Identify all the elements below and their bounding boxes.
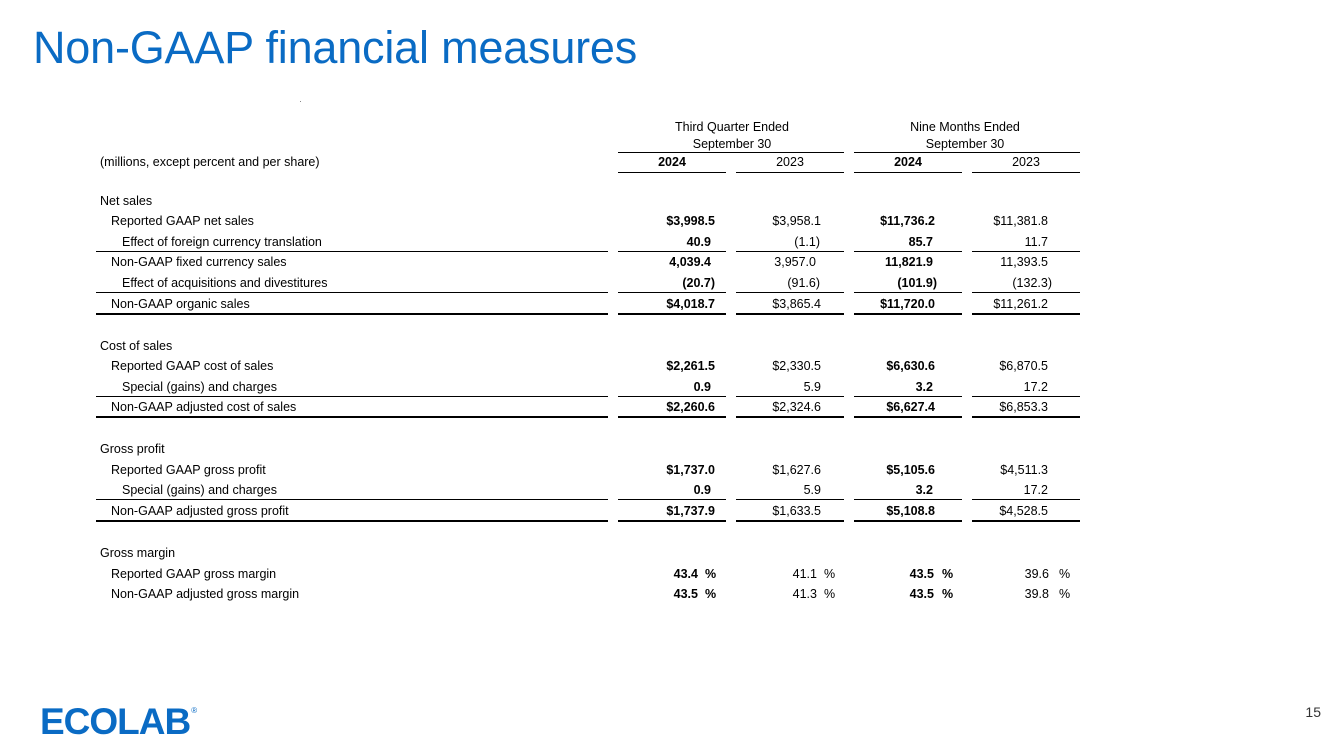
row-label: Non-GAAP adjusted cost of sales (111, 400, 297, 414)
percent-sign: % (824, 567, 836, 581)
cell-value: (1.1) (794, 235, 820, 249)
total-rule (972, 313, 1080, 315)
total-rule (854, 416, 962, 418)
total-rule (96, 313, 608, 315)
total-rule (854, 313, 962, 315)
percent-sign: % (942, 587, 954, 601)
cell-value: $3,958.1 (772, 214, 821, 228)
cell-value: 43.5 (909, 567, 934, 581)
row-rule (736, 499, 844, 500)
cell-value: $11,720.0 (880, 297, 935, 311)
header-group-rule-nine-months (854, 152, 1080, 153)
cell-value: $4,018.7 (666, 297, 715, 311)
total-rule (736, 520, 844, 522)
percent-sign: % (824, 587, 836, 601)
total-rule (618, 520, 726, 522)
cell-value: 40.9 (686, 235, 711, 249)
cell-value: (91.6) (787, 276, 820, 290)
cell-value: $11,736.2 (880, 214, 935, 228)
row-rule (96, 292, 608, 293)
col-header-rule (854, 172, 962, 173)
header-group-nine-months-line2: September 30 (925, 137, 1005, 151)
total-rule (972, 416, 1080, 418)
cell-value: 0.9 (693, 380, 711, 394)
total-rule (854, 520, 962, 522)
section-heading-gross-margin: Gross margin (100, 546, 176, 560)
cell-value: $6,630.6 (886, 359, 935, 373)
cell-value: $2,324.6 (772, 400, 821, 414)
row-rule (854, 499, 962, 500)
cell-value: 11,393.5 (1000, 255, 1048, 269)
row-rule (854, 396, 962, 397)
cell-value: 11,821.9 (885, 255, 933, 269)
cell-value: 3,957.0 (774, 255, 816, 269)
cell-value: 43.5 (673, 587, 698, 601)
cell-value: 85.7 (908, 235, 933, 249)
cell-value: $1,627.6 (772, 463, 821, 477)
units-label: (millions, except percent and per share) (100, 155, 320, 169)
col-header-rule (618, 172, 726, 173)
row-rule (96, 396, 608, 397)
col-header-rule (972, 172, 1080, 173)
total-rule (972, 520, 1080, 522)
section-heading-net-sales: Net sales (100, 194, 153, 208)
row-rule (96, 251, 608, 252)
col-header-9m-2023: 2023 (1012, 155, 1040, 169)
header-group-rule-quarter (618, 152, 844, 153)
row-label: Special (gains) and charges (122, 483, 277, 497)
cell-value: 17.2 (1023, 483, 1048, 497)
row-label: Non-GAAP adjusted gross margin (111, 587, 300, 601)
cell-value: $6,870.5 (999, 359, 1048, 373)
header-group-nine-months-line1: Nine Months Ended (910, 120, 1020, 134)
registered-mark: ® (191, 706, 198, 715)
row-rule (972, 499, 1080, 500)
row-rule (736, 251, 844, 252)
col-header-q-2024: 2024 (658, 155, 686, 169)
cell-value: 39.6 (1024, 567, 1049, 581)
cell-value: (132.3) (1012, 276, 1052, 290)
cell-value: $3,865.4 (772, 297, 821, 311)
row-label: Reported GAAP gross margin (111, 567, 277, 581)
cell-value: $1,737.9 (666, 504, 715, 518)
row-label: Non-GAAP adjusted gross profit (111, 504, 289, 518)
cell-value: 41.3 (792, 587, 817, 601)
row-label: Non-GAAP fixed currency sales (111, 255, 287, 269)
cell-value: 3.2 (915, 483, 933, 497)
logo-text: ECOLAB (40, 701, 191, 742)
total-rule (618, 416, 726, 418)
total-rule (618, 313, 726, 315)
section-heading-cost-of-sales: Cost of sales (100, 339, 173, 353)
cell-value: (20.7) (682, 276, 715, 290)
cell-value: (101.9) (897, 276, 937, 290)
cell-value: 43.4 (673, 567, 698, 581)
row-rule (618, 251, 726, 252)
cell-value: $6,853.3 (999, 400, 1048, 414)
cell-value: $4,511.3 (1000, 463, 1048, 477)
header-group-quarter-line1: Third Quarter Ended (675, 120, 789, 134)
row-rule (736, 292, 844, 293)
row-rule (854, 292, 962, 293)
percent-sign: % (705, 567, 717, 581)
cell-value: 4,039.4 (669, 255, 711, 269)
total-rule (736, 313, 844, 315)
page-number: 15 (1305, 704, 1321, 720)
percent-sign: % (705, 587, 717, 601)
total-rule (96, 416, 608, 418)
header-group-quarter-line2: September 30 (692, 137, 772, 151)
ecolab-logo (40, 702, 197, 742)
percent-sign: % (1059, 587, 1071, 601)
row-rule (618, 396, 726, 397)
row-label: Reported GAAP net sales (111, 214, 254, 228)
total-rule (736, 416, 844, 418)
cell-value: 11.7 (1024, 235, 1048, 249)
row-rule (96, 499, 608, 500)
total-rule (96, 520, 608, 522)
section-heading-gross-profit: Gross profit (100, 442, 165, 456)
cell-value: 3.2 (915, 380, 933, 394)
percent-sign: % (1059, 567, 1071, 581)
page-title: Non-GAAP financial measures (33, 22, 638, 73)
row-label: Effect of foreign currency translation (122, 235, 322, 249)
cell-value: 41.1 (792, 567, 817, 581)
cell-value: $5,108.8 (886, 504, 935, 518)
row-rule (972, 396, 1080, 397)
cell-value: $4,528.5 (999, 504, 1048, 518)
cell-value: 39.8 (1024, 587, 1049, 601)
cell-value: $11,261.2 (993, 297, 1048, 311)
col-header-9m-2024: 2024 (894, 155, 922, 169)
cell-value: $3,998.5 (666, 214, 715, 228)
cell-value: $11,381.8 (993, 214, 1048, 228)
cell-value: $2,260.6 (666, 400, 715, 414)
row-label: Effect of acquisitions and divestitures (122, 276, 328, 290)
row-rule (854, 251, 962, 252)
cell-value: 5.9 (803, 483, 821, 497)
cell-value: $5,105.6 (886, 463, 935, 477)
cell-value: $1,633.5 (772, 504, 821, 518)
row-label: Reported GAAP gross profit (111, 463, 266, 477)
cell-value: $1,737.0 (666, 463, 715, 477)
percent-sign: % (942, 567, 954, 581)
row-rule (972, 292, 1080, 293)
cell-value: 0.9 (693, 483, 711, 497)
col-header-q-2023: 2023 (776, 155, 804, 169)
row-label: Reported GAAP cost of sales (111, 359, 274, 373)
cell-value: 5.9 (803, 380, 821, 394)
cell-value: $6,627.4 (886, 400, 935, 414)
row-label: Special (gains) and charges (122, 380, 277, 394)
cell-value: 43.5 (909, 587, 934, 601)
row-label: Non-GAAP organic sales (111, 297, 250, 311)
cell-value: 17.2 (1023, 380, 1048, 394)
row-rule (618, 499, 726, 500)
row-rule (736, 396, 844, 397)
col-header-rule (736, 172, 844, 173)
row-rule (618, 292, 726, 293)
row-rule (972, 251, 1080, 252)
cell-value: $2,330.5 (772, 359, 821, 373)
cell-value: $2,261.5 (666, 359, 715, 373)
